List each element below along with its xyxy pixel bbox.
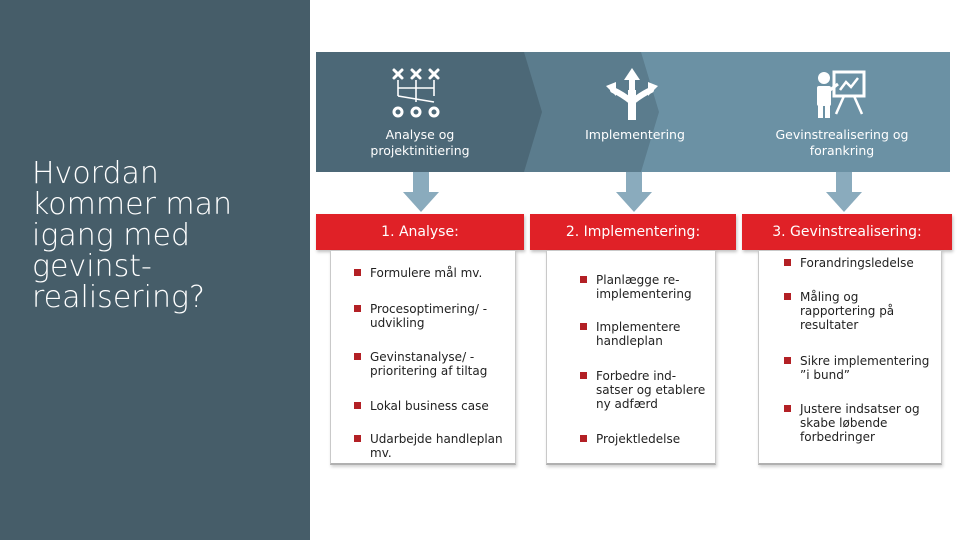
down-arrow-3 xyxy=(826,172,862,212)
stage-header-3: 3. Gevinstrealisering: xyxy=(742,214,952,250)
bullet-icon xyxy=(784,357,791,364)
list-item: Forbedre ind-satser og etablere ny adfærd xyxy=(596,369,710,411)
bullet-icon xyxy=(354,305,361,312)
list-item: Udarbejde handleplan mv. xyxy=(370,432,510,460)
list-item: Implementere handleplan xyxy=(596,320,710,348)
bullet-icon xyxy=(354,435,361,442)
bullet-icon xyxy=(580,323,587,330)
bullet-icon xyxy=(580,372,587,379)
down-arrow-2 xyxy=(616,172,652,212)
team-strategy-icon xyxy=(390,66,446,120)
stage-header-1: 1. Analyse: xyxy=(316,214,524,250)
list-item: Justere indsatser og skabe løbende forbedringer xyxy=(800,402,934,444)
bullet-icon xyxy=(580,435,587,442)
bullet-icon xyxy=(354,269,361,276)
bullet-icon xyxy=(784,405,791,412)
bullet-icon xyxy=(784,293,791,300)
bullet-icon xyxy=(580,276,587,283)
bullet-icon xyxy=(354,402,361,409)
list-item: Forandringsledelse xyxy=(800,256,934,270)
band-label-2: Implementering xyxy=(585,127,685,142)
slide-title: Hvordan kommer man igang med gevinst-realisering? xyxy=(32,156,233,315)
band-label-3: Gevinstrealisering og forankring xyxy=(775,127,909,158)
list-item: Gevinstanalyse/ -prioritering af tiltag xyxy=(370,350,510,378)
list-item: Planlægge re-implementering xyxy=(596,273,710,301)
list-item: Måling og rapportering på resultater xyxy=(800,290,934,332)
bullet-icon xyxy=(354,353,361,360)
band-label-1: Analyse og projektinitiering xyxy=(370,127,470,158)
list-item: Formulere mål mv. xyxy=(370,266,510,280)
sidebar-panel xyxy=(0,0,310,540)
down-arrow-1 xyxy=(403,172,439,212)
list-item: Sikre implementering ”i bund” xyxy=(800,354,934,382)
presenter-board-icon xyxy=(814,66,870,120)
list-item: Lokal business case xyxy=(370,399,510,413)
list-item: Projektledelse xyxy=(596,432,710,446)
bullet-icon xyxy=(784,259,791,266)
split-arrows-icon xyxy=(604,68,660,120)
list-item: Procesoptimering/ -udvikling xyxy=(370,302,510,330)
stage-header-2: 2. Implementering: xyxy=(530,214,736,250)
